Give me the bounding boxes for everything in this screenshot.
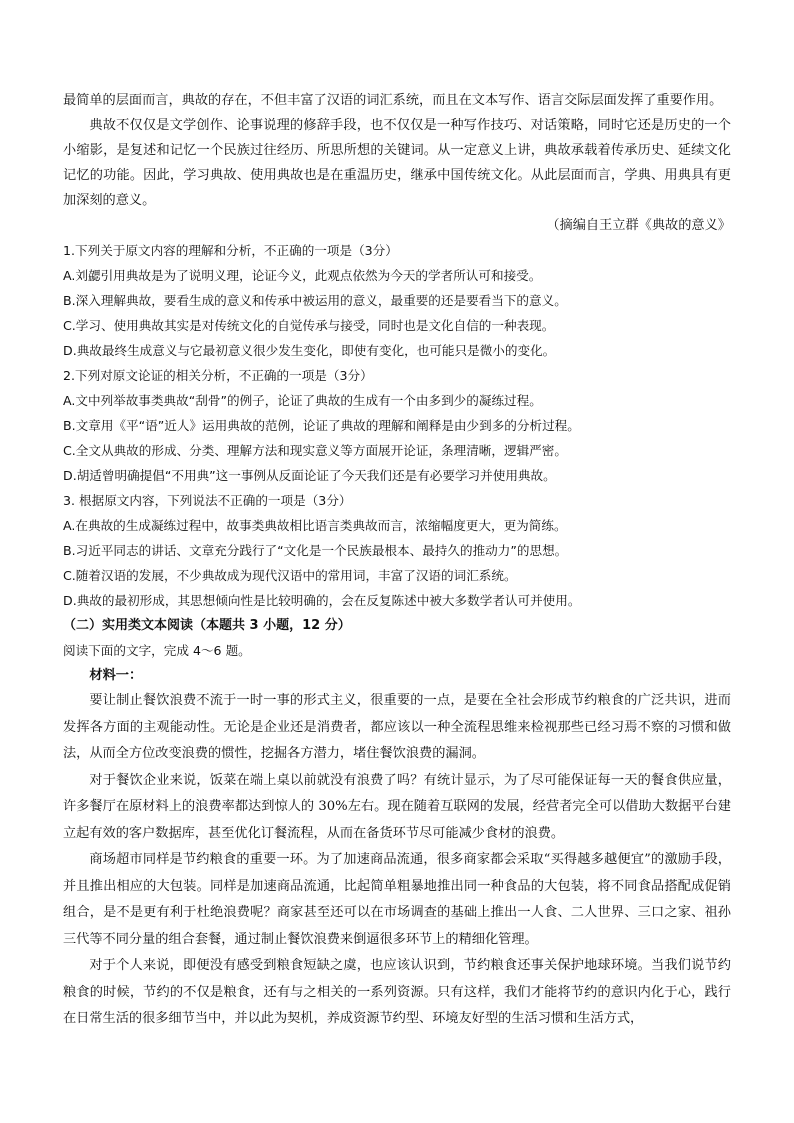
- question-stem: 3. 根据原文内容，下列说法不正确的一项是（3分）: [63, 493, 352, 508]
- source-citation: （摘编自王立群《典故的意义》: [546, 218, 731, 233]
- question-option: A.在典故的生成凝练过程中，故事类典故相比语言类典故而言，浓缩幅度更大，更为简练。: [63, 518, 567, 533]
- section-heading: （二）实用类文本阅读（本题共 3 小题，12 分）: [63, 618, 351, 633]
- question-option: A.文中列举故事类典故“刮骨”的例子，论证了典故的生成有一个由多到少的凝练过程。: [63, 393, 542, 408]
- material-paragraph: 对于个人来说，即便没有感受到粮食短缺之虞，也应该认识到，节约粮食还事关保护地球环境。当我们说节约粮食的时候，节约的不仅是粮食，还有与之相关的一系列资源。只有这样，我们才能将节约的意识内化于心，践行在日常生活的很多细节当中，并以此为契机，养成资源节约型、环境友好型的生活习惯和生活方式，: [63, 958, 731, 1026]
- question-option: B.文章用《平“语”近人》运用典故的范例，论证了典故的理解和阐释是由少到多的分析过程。: [63, 418, 580, 433]
- question-option: C.随着汉语的发展，不少典故成为现代汉语中的常用词，丰富了汉语的词汇系统。: [63, 568, 517, 583]
- question-stem: 1.下列关于原文内容的理解和分析，不正确的一项是（3分）: [63, 243, 398, 258]
- material-paragraph: 商场超市同样是节约粮食的重要一环。为了加速商品流通，很多商家都会采取“买得越多越便宜”的激励手段，并且推出相应的大包装。同样是加速商品流通，比起简单粗暴地推出同一种食品的大包装，将不同食品搭配成促销组合，是不是更有利于杜绝浪费呢？商家甚至还可以在市场调查的基础上推出一人食、二人世界、三口之家、祖孙三代等不同分量的组合套餐，通过制止餐饮浪费来倒逼很多环节上的精细化管理。: [63, 852, 731, 947]
- question-option: D.典故的最初形成，其思想倾向性是比较明确的，会在反复陈述中被大多数学者认可并使用。: [63, 593, 581, 608]
- question-option: D.典故最终生成意义与它最初意义很少发生变化，即使有变化，也可能只是微小的变化。: [63, 343, 556, 358]
- material-paragraph: 对于餐饮企业来说，饭菜在端上桌以前就没有浪费了吗？有统计显示，为了尽可能保证每一天的餐食供应量，许多餐厅在原材料上的浪费率都达到惊人的 30%左右。现在随着互联网的发展，经营者完全可以借助大数据平台建立起有效的客户数据库，甚至优化订餐流程，从而在备货环节尽可能减少食材的浪费。: [63, 772, 731, 841]
- material-label: 材料一：: [89, 668, 143, 683]
- document-page: [63, 88, 731, 1033]
- passage-paragraph: 最简单的层面而言，典故的存在，不但丰富了汉语的词汇系统，而且在文本写作、语言交际层面发挥了重要作用。: [63, 93, 723, 108]
- question-option: C.全文从典故的形成、分类、理解方法和现实意义等方面展开论证，条理清晰，逻辑严密。: [63, 443, 567, 458]
- passage-paragraph: 典故不仅仅是文学创作、论事说理的修辞手段，也不仅仅是一种写作技巧、对话策略，同时它还是历史的一个小缩影，是复述和记忆一个民族过往经历、所思所想的关键词。从一定意义上讲，典故承载着传承历史、延续文化记忆的功能。因此，学习典故、使用典故也是在重温历史，继承中国传统文化。从此层面而言，学典、用典具有更加深刻的意义。: [63, 118, 731, 208]
- question-option: A.刘勰引用典故是为了说明义理，论证今义，此观点依然为今天的学者所认可和接受。: [63, 268, 542, 283]
- question-option: C.学习、使用典故其实是对传统文化的自觉传承与接受，同时也是文化自信的一种表现。: [63, 318, 555, 333]
- question-stem: 2.下列对原文论证的相关分析，不正确的一项是（3分）: [63, 368, 373, 383]
- material-paragraph: 要让制止餐饮浪费不流于一时一事的形式主义，很重要的一点，是要在全社会形成节约粮食的广泛共识，进而发挥各方面的主观能动性。无论是企业还是消费者，都应该以一种全流程思维来检视那些已经习焉不察的习惯和做法，从而全方位改变浪费的惯性，挖掘各方潜力，堵住餐饮浪费的漏洞。: [63, 693, 731, 761]
- question-option: B.习近平同志的讲话、文章充分践行了“文化是一个民族最根本、最持久的推动力”的思想。: [63, 543, 568, 558]
- question-option: B.深入理解典故，要看生成的意义和传承中被运用的意义，最重要的还是要看当下的意义。: [63, 293, 567, 308]
- section-instruction: 阅读下面的文字，完成 4～6 题。: [63, 643, 251, 658]
- question-option: D.胡适曾明确提倡“不用典”这一事例从反面论证了今天我们还是有必要学习并使用典故。: [63, 468, 556, 483]
